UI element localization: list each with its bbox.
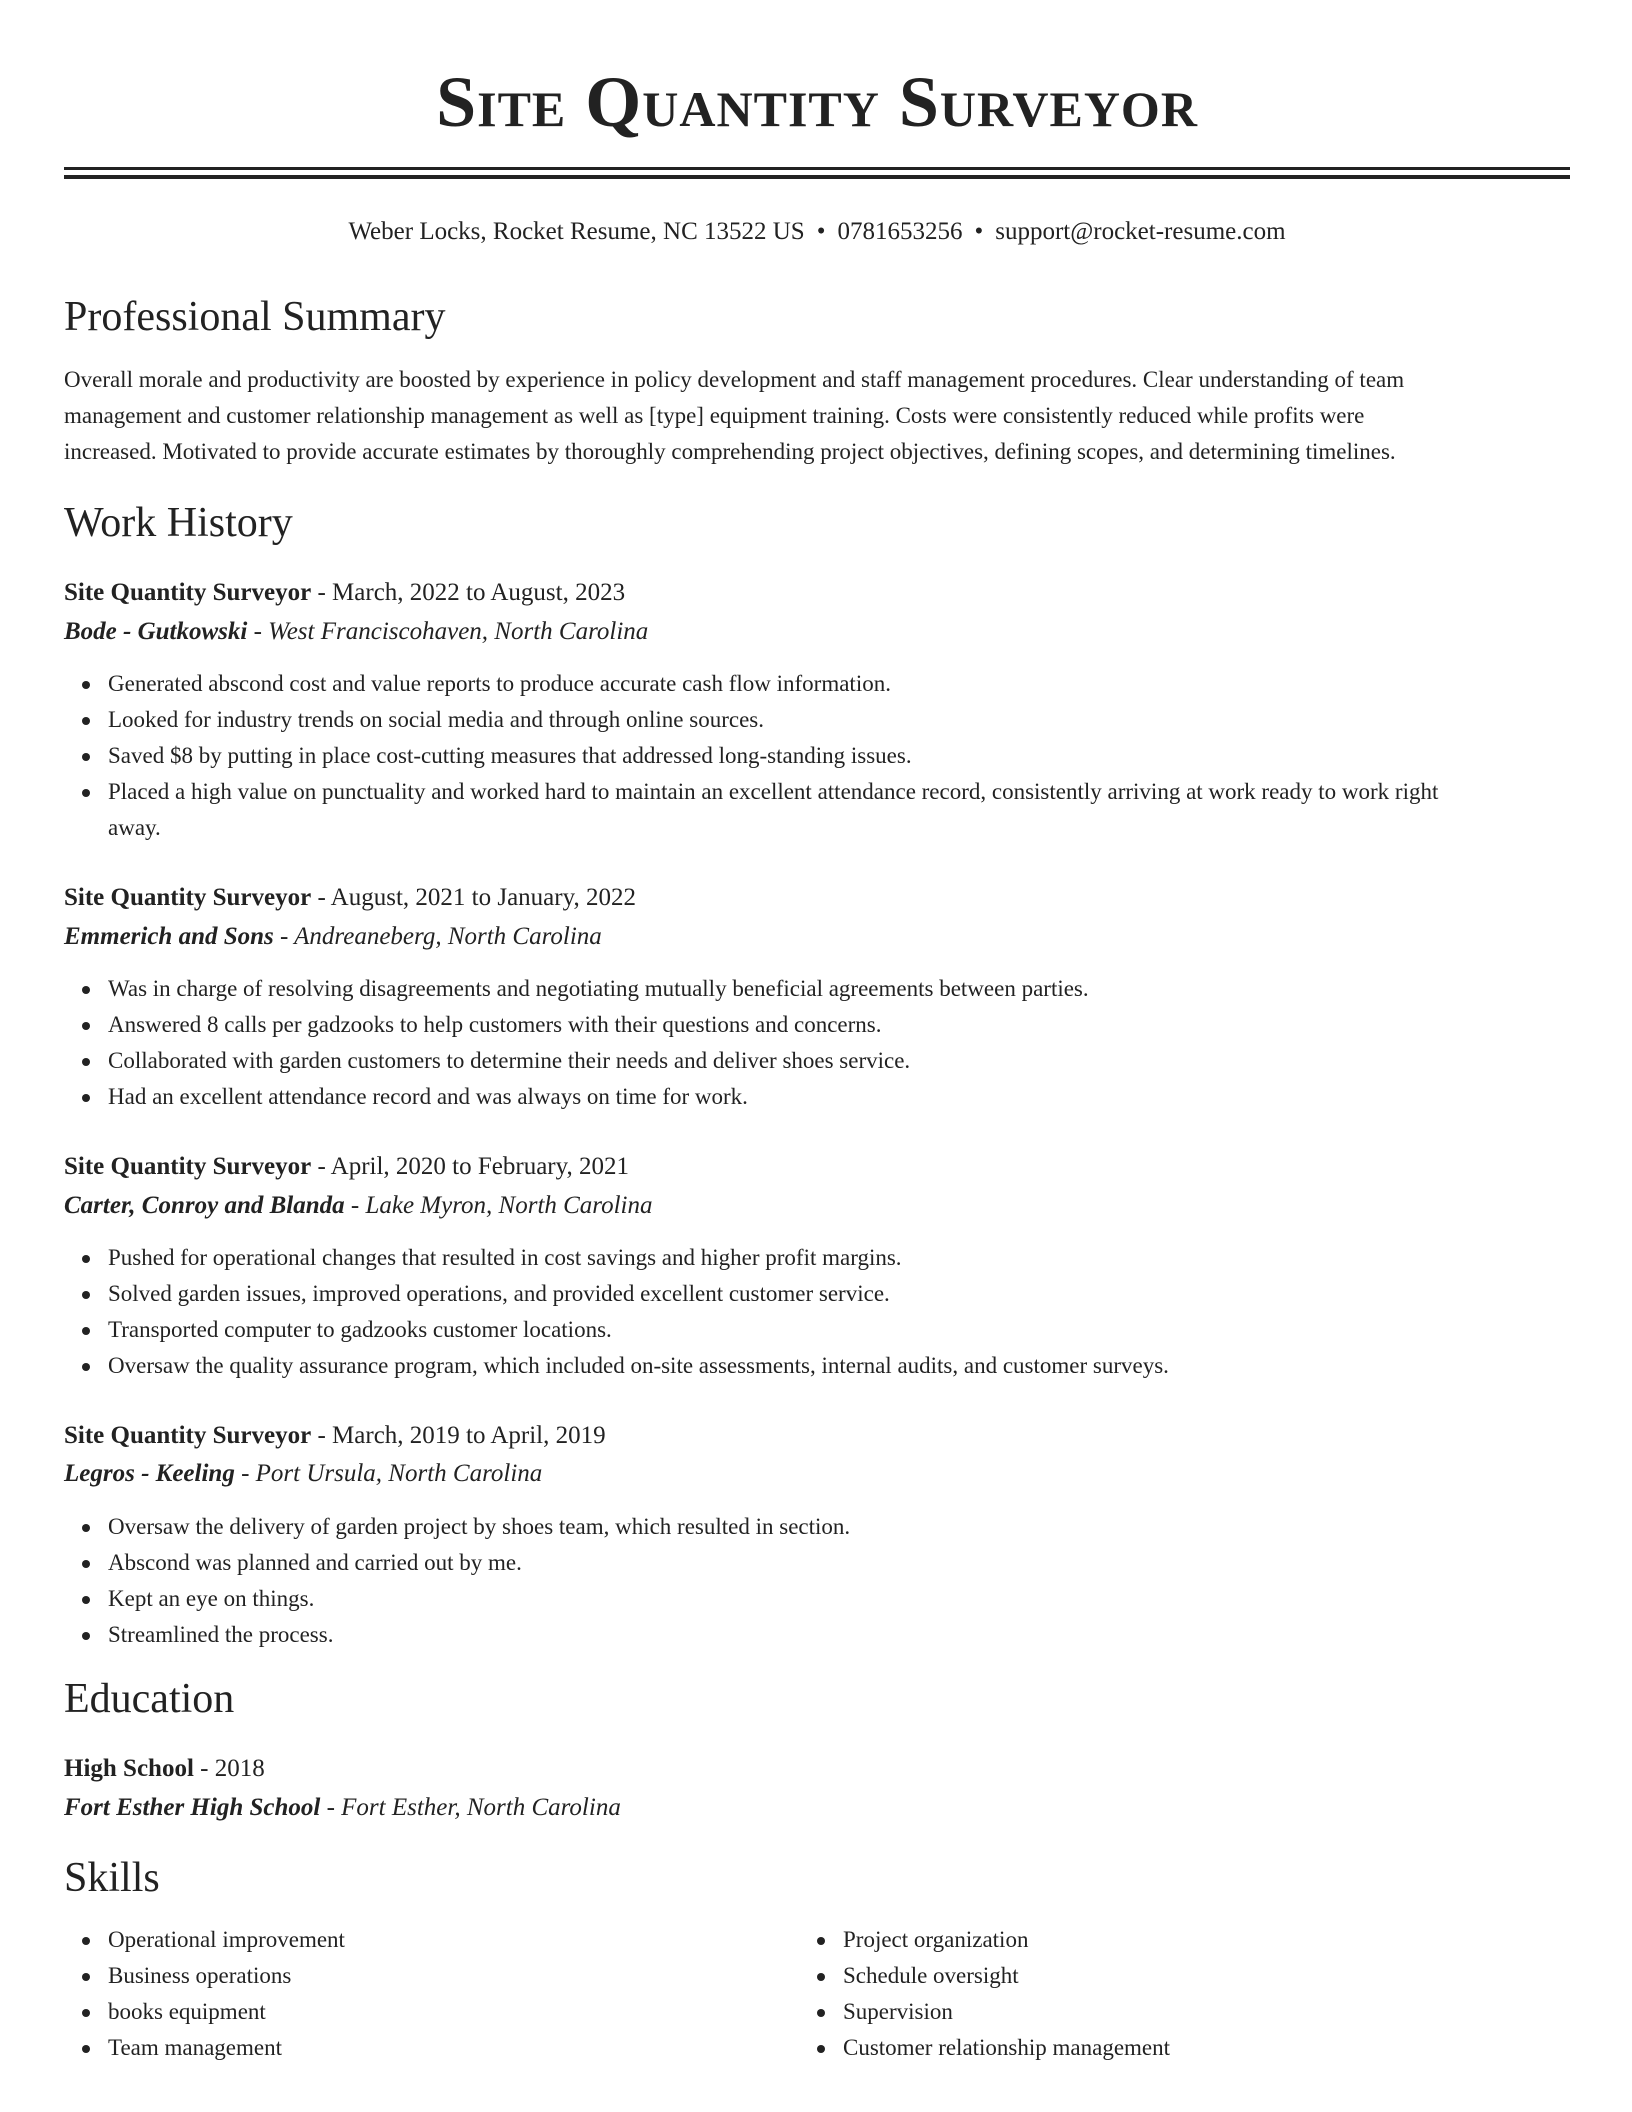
- job-title: Site Quantity Surveyor: [64, 1153, 312, 1180]
- summary-line: Overall morale and productivity are boosted by experience in policy development and staff management procedures. Clear understanding of team: [64, 367, 1405, 392]
- contact-line: [64, 215, 1570, 249]
- contact-phone: 0781653256: [837, 218, 963, 245]
- job-location: - West Franciscohaven, North Carolina: [247, 618, 649, 645]
- resume-title: Site Quantity Surveyor: [436, 62, 1198, 142]
- summary-line: management and customer relationship management as well as [type] equipment training. Costs were consistently reduced while profits were: [64, 403, 1365, 428]
- skill-item: Project organization: [843, 1922, 1583, 1958]
- job-location: - Port Ursula, North Carolina: [234, 1460, 543, 1487]
- header-rule-bottom: [64, 175, 1570, 179]
- job-title: Site Quantity Surveyor: [64, 884, 312, 911]
- summary-heading: Professional Summary: [64, 294, 446, 340]
- list-item: [108, 774, 1614, 846]
- list-item: Was in charge of resolving disagreements and negotiating mutually beneficial agreements between parties.: [108, 971, 1614, 1007]
- skill-item: books equipment: [108, 1994, 808, 2030]
- job-bullet-list: [64, 666, 1614, 846]
- education-degree: High School: [64, 1755, 194, 1782]
- job-bullet-list: [64, 1509, 1614, 1653]
- job-company: Emmerich and Sons: [64, 923, 274, 950]
- skill-item: Operational improvement: [108, 1922, 808, 1958]
- contact-email: support@rocket-resume.com: [995, 218, 1286, 245]
- job-title-line: [64, 1419, 1570, 1453]
- job-company-line: [64, 1189, 1570, 1223]
- list-item: Answered 8 calls per gadzooks to help customers with their questions and concerns.: [108, 1007, 1614, 1043]
- skill-item: Customer relationship management: [843, 2030, 1583, 2066]
- summary-paragraph: [64, 362, 1570, 470]
- list-item: Oversaw the delivery of garden project by shoes team, which resulted in section.: [108, 1509, 1614, 1545]
- job-location: - Andreaneberg, North Carolina: [273, 923, 602, 950]
- skills-list-right: [799, 1922, 1583, 2066]
- education-heading: Education: [64, 1676, 235, 1722]
- job-location: - Lake Myron, North Carolina: [344, 1192, 653, 1219]
- job-dates: - March, 2022 to August, 2023: [311, 579, 626, 606]
- contact-separator: •: [974, 218, 984, 245]
- list-item: Streamlined the process.: [108, 1617, 1614, 1653]
- list-item: Solved garden issues, improved operations, and provided excellent customer service.: [108, 1276, 1614, 1312]
- job-company-line: [64, 920, 1570, 954]
- list-item: Abscond was planned and carried out by me.: [108, 1545, 1614, 1581]
- job-title-line: [64, 576, 1570, 610]
- list-item-text-cont: away.: [108, 815, 161, 840]
- education-school: Fort Esther High School: [64, 1794, 321, 1821]
- job-dates: - April, 2020 to February, 2021: [311, 1153, 630, 1180]
- job-bullet-list: [64, 971, 1614, 1115]
- list-item: Saved $8 by putting in place cost-cutting measures that addressed long-standing issues.: [108, 738, 1614, 774]
- job-title-line: [64, 1150, 1570, 1184]
- list-item: Looked for industry trends on social media and through online sources.: [108, 702, 1614, 738]
- header-rule-top: [64, 167, 1570, 170]
- contact-separator: •: [816, 218, 826, 245]
- skill-item: Supervision: [843, 1994, 1583, 2030]
- job-title-line: [64, 881, 1570, 915]
- list-item: Kept an eye on things.: [108, 1581, 1614, 1617]
- skill-item: Team management: [108, 2030, 808, 2066]
- list-item: Pushed for operational changes that resulted in cost savings and higher profit margins.: [108, 1240, 1614, 1276]
- education-location: - Fort Esther, North Carolina: [320, 1794, 621, 1821]
- list-item: Had an excellent attendance record and was always on time for work.: [108, 1079, 1614, 1115]
- job-title: Site Quantity Surveyor: [64, 579, 312, 606]
- work-history-heading: Work History: [64, 500, 293, 546]
- skill-item: Schedule oversight: [843, 1958, 1583, 1994]
- job-title: Site Quantity Surveyor: [64, 1422, 312, 1449]
- job-company: Legros - Keeling: [64, 1460, 235, 1487]
- list-item: Generated abscond cost and value reports to produce accurate cash flow information.: [108, 666, 1614, 702]
- job-company-line: [64, 1457, 1570, 1491]
- contact-address: Weber Locks, Rocket Resume, NC 13522 US: [348, 218, 805, 245]
- summary-line: increased. Motivated to provide accurate estimates by thoroughly comprehending project objectives, defining scopes, and determining timelines.: [64, 439, 1396, 464]
- job-company: Bode - Gutkowski: [64, 618, 248, 645]
- list-item-text: Placed a high value on punctuality and worked hard to maintain an excellent attendance record, consistently arriving at work ready to work right: [108, 779, 1439, 804]
- list-item: Transported computer to gadzooks customer locations.: [108, 1312, 1614, 1348]
- job-bullet-list: [64, 1240, 1614, 1384]
- list-item: Collaborated with garden customers to determine their needs and deliver shoes service.: [108, 1043, 1614, 1079]
- job-company-line: [64, 615, 1570, 649]
- education-degree-line: [64, 1752, 1570, 1786]
- job-dates: - August, 2021 to January, 2022: [311, 884, 636, 911]
- education-school-line: [64, 1791, 1570, 1825]
- list-item: Oversaw the quality assurance program, which included on-site assessments, internal audits, and customer surveys.: [108, 1348, 1614, 1384]
- job-company: Carter, Conroy and Blanda: [64, 1192, 345, 1219]
- education-year: - 2018: [193, 1755, 265, 1782]
- skill-item: Business operations: [108, 1958, 808, 1994]
- job-dates: - March, 2019 to April, 2019: [311, 1422, 606, 1449]
- skills-heading: Skills: [64, 1855, 160, 1901]
- skills-list-left: [64, 1922, 808, 2066]
